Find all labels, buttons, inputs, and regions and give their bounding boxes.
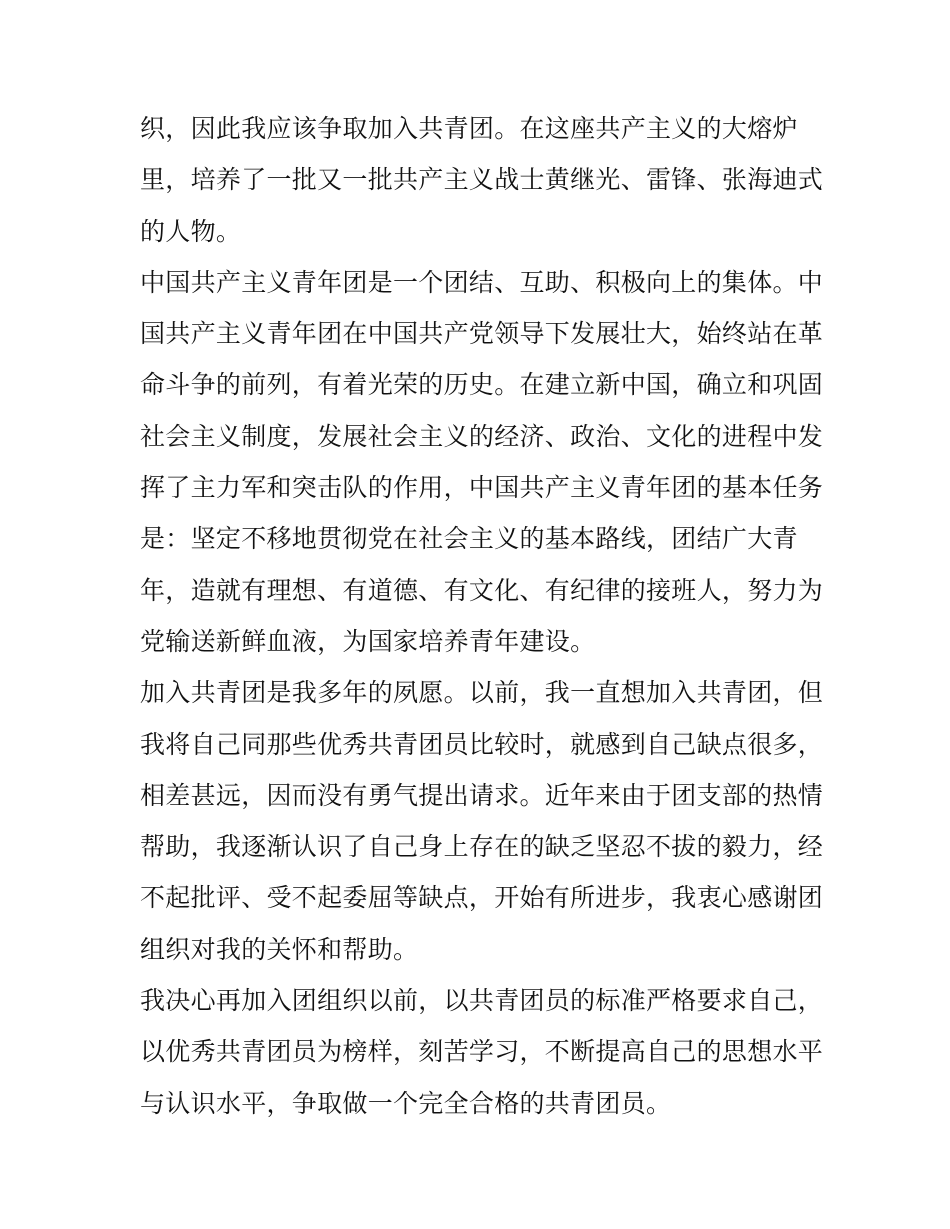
text-line: 中国共产主义青年团是一个团结、互助、积极向上的集体。中 xyxy=(140,267,824,297)
text-line: 社会主义制度，发展社会主义的经济、政治、文化的进程中发 xyxy=(140,421,824,451)
text-line: 我决心再加入团组织以前，以共青团员的标准严格要求自己， xyxy=(140,986,824,1016)
document-body xyxy=(140,103,824,1129)
text-line: 国共产主义青年团在中国共产党领导下发展壮大，始终站在革 xyxy=(140,319,824,349)
text-line: 党输送新鲜血液，为国家培养青年建设。 xyxy=(140,626,596,656)
text-line: 不起批评、受不起委屈等缺点，开始有所进步，我衷心感谢团 xyxy=(140,883,824,913)
text-line: 织，因此我应该争取加入共青团。在这座共产主义的大熔炉 xyxy=(140,114,798,143)
text-line: 帮助，我逐渐认识了自己身上存在的缺乏坚忍不拔的毅力，经 xyxy=(140,832,824,862)
text-line: 是：坚定不移地贯彻党在社会主义的基本路线，团结广大青 xyxy=(140,524,798,554)
text-line: 年，造就有理想、有道德、有文化、有纪律的接班人，努力为 xyxy=(140,575,824,605)
text-line: 以优秀共青团员为榜样，刻苦学习，不断提高自己的思想水平 xyxy=(140,1037,824,1067)
text-line: 命斗争的前列，有着光荣的历史。在建立新中国，确立和巩固 xyxy=(140,370,824,400)
text-line: 与认识水平，争取做一个完全合格的共青团员。 xyxy=(140,1088,672,1118)
text-line: 相差甚远，因而没有勇气提出请求。近年来由于团支部的热情 xyxy=(140,780,824,810)
text-line: 组织对我的关怀和帮助。 xyxy=(140,934,419,964)
text-line: 我将自己同那些优秀共青团员比较时，就感到自己缺点很多， xyxy=(140,729,824,759)
text-line: 的人物。 xyxy=(140,216,242,246)
text-line: 挥了主力军和突击队的作用，中国共产主义青年团的基本任务 xyxy=(140,473,824,503)
text-line: 里，培养了一批又一批共产主义战士黄继光、雷锋、张海迪式 xyxy=(140,165,824,195)
text-line: 加入共青团是我多年的夙愿。以前，我一直想加入共青团，但 xyxy=(140,678,824,708)
